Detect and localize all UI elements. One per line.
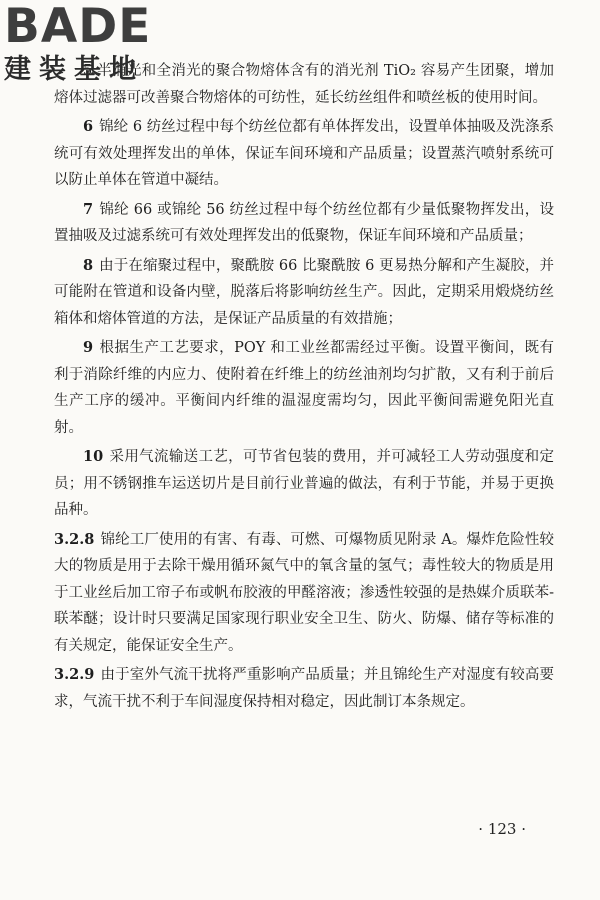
paragraph-text: 由于在缩聚过程中，聚酰胺 66 比聚酰胺 6 更易热分解和产生凝胶，并可能附在管道和设备内壁，脱落后将影响纺丝生产。因此，定期采用煅烧纺丝箱体和熔体管道的方法，是保证产品质量的有效措施； bbox=[54, 257, 554, 327]
item-number: 9 bbox=[83, 339, 94, 356]
page-number: · 123 · bbox=[478, 820, 526, 838]
clause-3-2-9 bbox=[54, 662, 554, 715]
watermark-logo bbox=[4, 2, 184, 94]
paragraph-text: 5 半消光和全消光的聚合物熔体含有的消光剂 TiO₂ 容易产生团聚，增加熔体过滤器可改善聚合物熔体的可纺性，延长纺丝组件和喷丝板的使用时间。 bbox=[54, 63, 554, 106]
clause-text: 由于室外气流干扰将严重影响产品质量；并且锦纶生产对湿度有较高要求，气流干扰不利于车间湿度保持相对稳定，因此制订本条规定。 bbox=[54, 667, 554, 710]
clause-number: 3.2.8 bbox=[54, 530, 95, 548]
clause-number: 3.2.9 bbox=[54, 666, 95, 683]
item-number: 8 bbox=[83, 256, 94, 274]
paragraph-item-8 bbox=[54, 253, 554, 333]
paragraph-item-10 bbox=[54, 444, 554, 524]
paragraph-text: 采用气流输送工艺，可节省包装的费用，并可减轻工人劳动强度和定员；用不锈钢推车运送切片是目前行业普遍的做法，有利于节能，并易于更换品种。 bbox=[54, 449, 554, 518]
paragraph-item-9 bbox=[54, 335, 554, 441]
item-number: 7 bbox=[83, 200, 94, 218]
clause-3-2-8 bbox=[54, 527, 554, 660]
item-number: 10 bbox=[83, 448, 104, 465]
paragraph-item-7 bbox=[54, 197, 554, 250]
item-number: 6 bbox=[83, 118, 94, 135]
clause-text: 锦纶工厂使用的有害、有毒、可燃、可爆物质见附录 A。爆炸危险性较大的物质是用于去除干燥用循环氮气中的氧含量的氢气；毒性较大的物质是用于工业丝后加工帘子布或帆布胶液的甲醛溶液；渗透性较强的是热媒介质联苯-联苯醚；设计时只要满足国家现行职业安全卫生、防火、防爆、储存等标准的有关规定，能保证安全生产。 bbox=[54, 531, 554, 654]
watermark-logo-text: BADE bbox=[4, 0, 152, 54]
paragraph-text: 锦纶 6 纺丝过程中每个纺丝位都有单体挥发出，设置单体抽吸及洗涤系统可有效处理挥发出的单体，保证车间环境和产品质量；设置蒸汽喷射系统可以防止单体在管道中凝结。 bbox=[54, 119, 554, 188]
watermark-subtitle: 建装基地 bbox=[4, 54, 144, 85]
paragraph-text: 根据生产工艺要求，POY 和工业丝都需经过平衡。设置平衡间，既有利于消除纤维的内应力、使附着在纤维上的纺丝油剂均匀扩散，又有利于前后生产工序的缓冲。平衡间内纤维的温湿度需均匀，因此平衡间需避免阳光直射。 bbox=[54, 340, 554, 436]
document-body bbox=[54, 58, 554, 718]
paragraph-item-6 bbox=[54, 114, 554, 194]
paragraph-text: 锦纶 66 或锦纶 56 纺丝过程中每个纺丝位都有少量低聚物挥发出，设置抽吸及过滤系统可有效处理挥发出的低聚物，保证车间环境和产品质量； bbox=[54, 201, 554, 244]
